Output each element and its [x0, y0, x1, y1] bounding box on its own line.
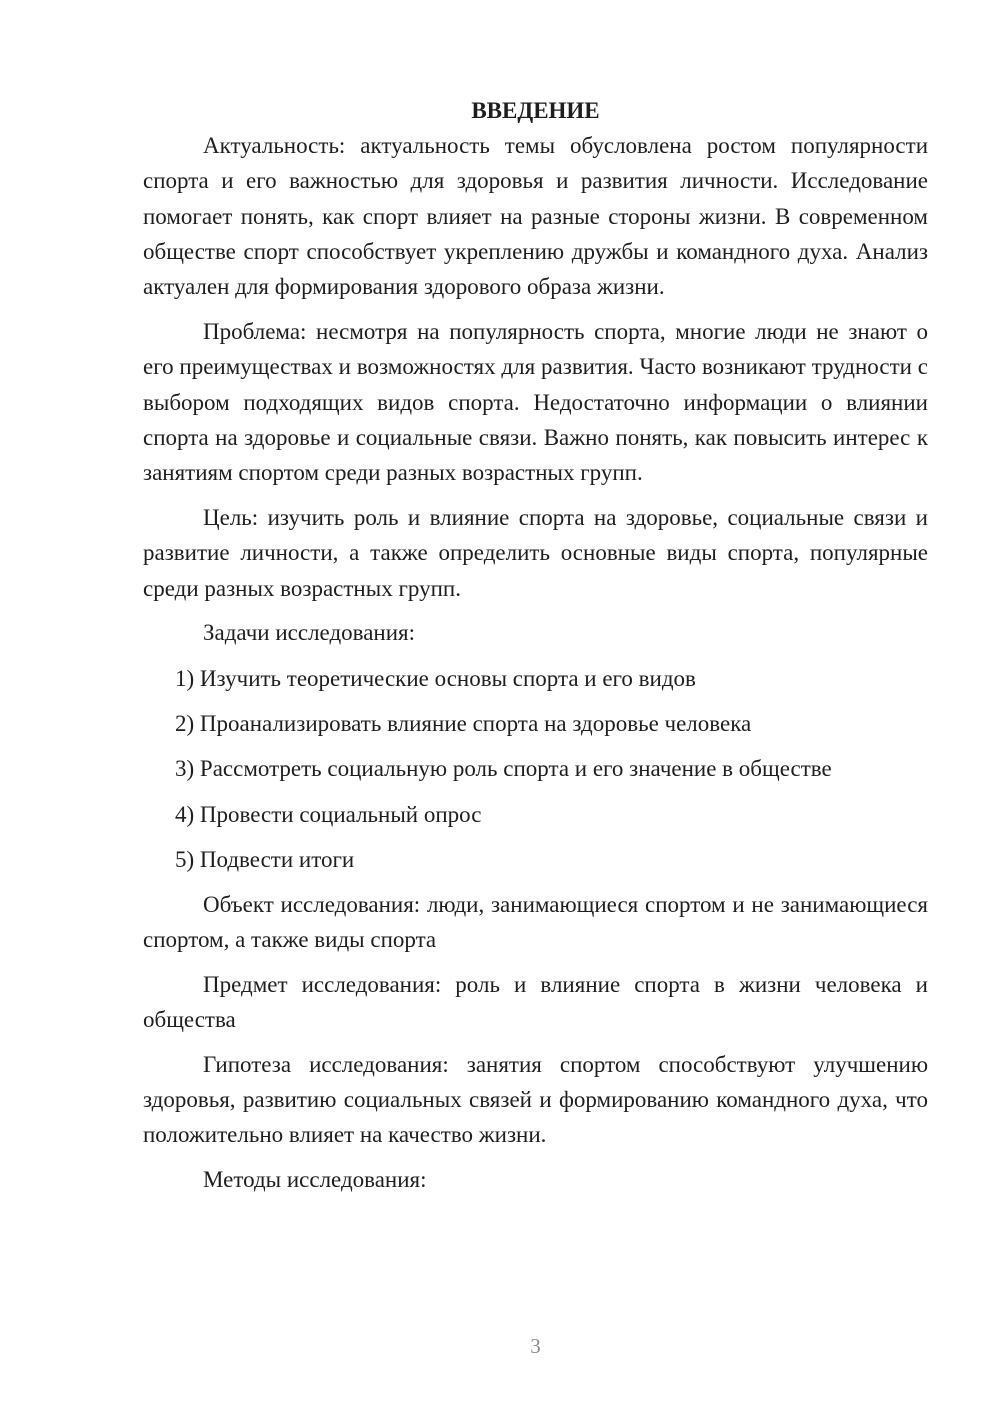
hypothesis-paragraph: Гипотеза исследования: занятия спортом способствуют улучшению здоровья, развитию социальных связей и формированию командного духа, что положительно влияет на качество жизни. [143, 1051, 928, 1148]
tasks-intro: Задачи исследования: [203, 620, 416, 646]
page-content [143, 93, 928, 1198]
page-number: 3 [530, 1334, 541, 1358]
list-item: 1) Изучить теоретические основы спорта и его видов [175, 665, 696, 691]
list-item: 5) Подвести итоги [175, 846, 355, 872]
methods-paragraph: Методы исследования: [203, 1167, 427, 1193]
list-item: 3) Рассмотреть социальную роль спорта и его значение в обществе [175, 756, 832, 782]
relevance-paragraph: Актуальность: актуальность темы обусловлена ростом популярности спорта и его важностью для здоровья и развития личности. Исследование помогает понять, как спорт влияет на разные стороны жизни. В современном обществе спорт способствует укреплению дружбы и командного духа. Анализ актуален для формирования здорового образа жизни. [143, 133, 928, 300]
list-item: 2) Проанализировать влияние спорта на здоровье человека [175, 710, 752, 736]
problem-paragraph: Проблема: несмотря на популярность спорта, многие люди не знают о его преимуществах и возможностях для развития. Часто возникают трудности с выбором подходящих видов спорта. Недостаточно информации о влиянии спорта на здоровье и социальные связи. Важно понять, как повысить интерес к занятиям спортом среди разных возрастных групп. [143, 318, 928, 486]
list-item: 4) Провести социальный опрос [175, 801, 482, 827]
tasks-list [143, 661, 928, 877]
object-paragraph: Объект исследования: люди, занимающиеся спортом и не занимающиеся спортом, а также виды спорта [143, 891, 928, 952]
section-heading: ВВЕДЕНИЕ [471, 98, 600, 123]
goal-paragraph: Цель: изучить роль и влияние спорта на здоровье, социальные связи и развитие личности, а также определить основные виды спорта, популярные среди разных возрастных групп. [143, 504, 928, 601]
subject-paragraph: Предмет исследования: роль и влияние спорта в жизни человека и общества [143, 971, 928, 1033]
